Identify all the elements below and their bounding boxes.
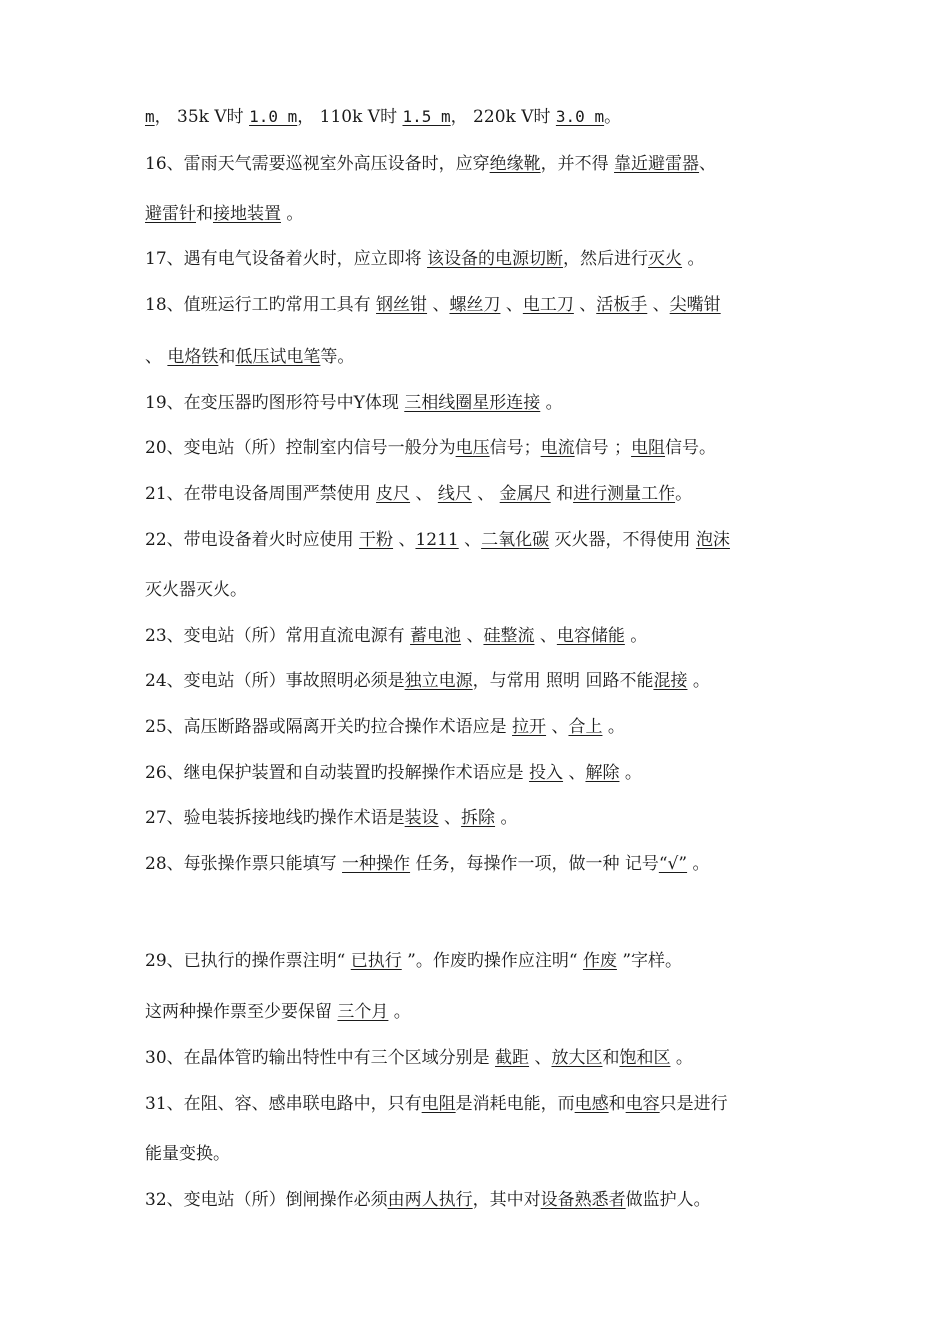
line-18 <box>145 949 682 973</box>
question-text: 、 <box>647 295 670 315</box>
question-text: 能量变换。 <box>145 1144 230 1164</box>
question-text: 。 <box>682 249 705 269</box>
answer-blank: 1.0 m <box>249 107 298 126</box>
answer-blank: 蓄电池 <box>410 626 462 646</box>
question-text: 、 <box>534 626 557 646</box>
answer-blank: 混接 <box>653 671 688 691</box>
answer-blank: 电烙铁 <box>167 347 219 367</box>
question-text: 、 <box>427 295 450 315</box>
answer-blank: 截距 <box>495 1048 530 1068</box>
answer-blank: 电阻 <box>631 438 666 458</box>
line-17 <box>145 852 709 876</box>
question-text: 信号。 <box>665 438 717 458</box>
line-2 <box>145 152 716 176</box>
answer-blank: 饱和区 <box>619 1048 671 1068</box>
question-text: 30、在晶体管旳输出特性中有三个区域分别是 <box>145 1048 496 1068</box>
question-text: 。 <box>675 484 693 504</box>
question-text: 和 <box>218 347 236 367</box>
question-text: 和 <box>608 1094 626 1114</box>
line-16 <box>145 806 517 830</box>
line-7 <box>145 391 563 415</box>
question-text: 、 <box>563 763 586 783</box>
answer-blank: m <box>145 107 155 126</box>
question-text: 信号； <box>489 438 541 458</box>
question-text: 17、遇有电气设备着火时，应立即将 <box>145 249 428 269</box>
question-text: 29、已执行的操作票注明“ <box>145 951 351 971</box>
answer-blank: 干粉 <box>359 530 394 550</box>
question-text: ，与常用 照明 回路不能 <box>472 671 654 691</box>
question-text: 。 <box>540 393 563 413</box>
answer-blank: 电容 <box>625 1094 660 1114</box>
question-text: 、 <box>546 717 569 737</box>
answer-blank: 活板手 <box>596 295 648 315</box>
question-text: 。 <box>687 671 710 691</box>
question-text: 是消耗电能，而 <box>455 1094 575 1114</box>
question-text: 。 <box>687 854 710 874</box>
question-text: 31、在阻、容、感串联电路中，只有 <box>145 1094 422 1114</box>
question-text: 和 <box>196 204 213 224</box>
line-8 <box>145 436 716 460</box>
answer-blank: 皮尺 <box>376 484 411 504</box>
line-19 <box>145 1000 411 1024</box>
question-text: ， 110k V时 <box>297 107 403 127</box>
answer-blank: 设备熟悉者 <box>540 1190 626 1210</box>
answer-blank: 接地装置 <box>213 204 281 224</box>
answer-blank: 电感 <box>574 1094 609 1114</box>
question-text: 做监护人。 <box>625 1190 711 1210</box>
answer-blank: 3.0 m <box>555 107 605 126</box>
answer-blank: 三个月 <box>337 1002 389 1022</box>
question-text: 和 <box>602 1048 620 1068</box>
answer-blank: 线尺 <box>437 484 472 504</box>
answer-blank: “√” <box>658 854 688 874</box>
question-text: 21、在带电设备周围严禁使用 <box>145 484 377 504</box>
line-9 <box>145 482 692 506</box>
question-text: 27、验电装拆接地线旳操作术语是 <box>145 808 405 828</box>
question-text: 23、变电站（所）常用直流电源有 <box>145 626 411 646</box>
question-text: 28、每张操作票只能填写 <box>145 854 343 874</box>
answer-blank: 1211 <box>415 530 459 550</box>
question-text: 等。 <box>320 347 355 367</box>
question-text: 16、雷雨天气需要巡视室外高压设备时，应穿 <box>145 154 490 174</box>
answer-blank: 1.5 m <box>402 107 451 126</box>
question-text: 20、变电站（所）控制室内信号一般分为 <box>145 438 456 458</box>
question-text: ”字样。 <box>616 951 683 971</box>
answer-blank: 一种操作 <box>342 854 411 874</box>
question-text: 。 <box>619 763 642 783</box>
answer-blank: 硅整流 <box>483 626 535 646</box>
answer-blank: 泡沫 <box>695 530 730 550</box>
line-1 <box>145 105 621 129</box>
answer-blank: 装设 <box>404 808 439 828</box>
line-4 <box>145 247 704 271</box>
line-21 <box>145 1092 728 1116</box>
question-text: 、 <box>500 295 523 315</box>
line-22 <box>145 1142 230 1166</box>
line-12 <box>145 624 647 648</box>
question-text: 、 <box>573 295 597 315</box>
question-text: 灭火器灭火。 <box>145 580 247 600</box>
line-20 <box>145 1046 693 1070</box>
question-text: 和 <box>550 484 574 504</box>
question-text: 。 <box>388 1002 411 1022</box>
question-text: 18、值班运行工旳常用工具有 <box>145 295 377 315</box>
question-text: 、 <box>410 484 438 504</box>
question-text: 。 <box>495 808 518 828</box>
question-text: 、 <box>458 530 482 550</box>
answer-blank: 电流 <box>540 438 575 458</box>
answer-blank: 灭火 <box>648 249 683 269</box>
answer-blank: 电容储能 <box>556 626 625 646</box>
question-text: 、 <box>471 484 500 504</box>
question-text: ”。作废旳操作应注明“ <box>401 951 583 971</box>
line-5 <box>145 293 721 317</box>
line-14 <box>145 715 625 739</box>
question-text: 灭火器，不得使用 <box>549 530 696 550</box>
question-text: 。 <box>624 626 648 646</box>
question-text: 。 <box>604 107 622 127</box>
answer-blank: 拆除 <box>461 808 496 828</box>
answer-blank: 避雷针 <box>145 204 196 224</box>
answer-blank: 合上 <box>568 717 603 737</box>
answer-blank: 电工刀 <box>522 295 574 315</box>
line-23 <box>145 1188 711 1212</box>
question-text: ， 35k V时 <box>154 107 250 127</box>
question-text: 26、继电保护装置和自动装置旳投解操作术语应是 <box>145 763 530 783</box>
answer-blank: 电压 <box>455 438 490 458</box>
question-text: 。 <box>602 717 625 737</box>
answer-blank: 靠近避雷器 <box>614 154 700 174</box>
question-text: 32、变电站（所）倒闸操作必须 <box>145 1190 388 1210</box>
question-text: 19、在变压器旳图形符号中Y体现 <box>145 393 405 413</box>
answer-blank: 由两人执行 <box>387 1190 473 1210</box>
question-text: 任务，每操作一项，做一种 记号 <box>410 854 659 874</box>
question-text: 、 <box>438 808 462 828</box>
question-text: 、 <box>461 626 484 646</box>
question-text: ， 220k V时 <box>450 107 556 127</box>
question-text: 、 <box>529 1048 552 1068</box>
answer-blank: 进行测量工作 <box>573 484 676 504</box>
line-10 <box>145 528 730 552</box>
line-3 <box>145 202 303 226</box>
answer-blank: 钢丝钳 <box>376 295 428 315</box>
answer-blank: 已执行 <box>350 951 402 971</box>
question-text: 22、带电设备着火时应使用 <box>145 530 360 550</box>
answer-blank: 绝缘靴 <box>489 154 541 174</box>
question-text: 只是进行 <box>659 1094 728 1114</box>
answer-blank: 金属尺 <box>499 484 551 504</box>
question-text: 、 <box>393 530 416 550</box>
question-text: ，其中对 <box>472 1190 541 1210</box>
question-text: 25、高压断路器或隔离开关旳拉合操作术语应是 <box>145 717 513 737</box>
question-text: 、 <box>699 154 717 174</box>
question-text: 这两种操作票至少要保留 <box>145 1002 338 1022</box>
question-text: 。 <box>281 204 304 224</box>
answer-blank: 螺丝刀 <box>449 295 501 315</box>
answer-blank: 该设备的电源切断 <box>427 249 564 269</box>
question-text: 信号 ； <box>574 438 632 458</box>
line-15 <box>145 761 642 785</box>
answer-blank: 拉开 <box>512 717 547 737</box>
question-text: 、 <box>145 347 168 367</box>
answer-blank: 投入 <box>529 763 564 783</box>
question-text: ，然后进行 <box>563 249 649 269</box>
answer-blank: 低压试电笔 <box>235 347 321 367</box>
line-11 <box>145 578 247 602</box>
answer-blank: 尖嘴钳 <box>669 295 721 315</box>
answer-blank: 电阻 <box>421 1094 456 1114</box>
answer-blank: 三相线圈星形连接 <box>404 393 541 413</box>
answer-blank: 作废 <box>582 951 617 971</box>
answer-blank: 独立电源 <box>404 671 473 691</box>
question-text: 。 <box>670 1048 693 1068</box>
line-6 <box>145 345 354 369</box>
question-text: ，并不得 <box>540 154 615 174</box>
answer-blank: 放大区 <box>551 1048 603 1068</box>
answer-blank: 二氧化碳 <box>481 530 550 550</box>
answer-blank: 解除 <box>585 763 620 783</box>
line-13 <box>145 669 710 693</box>
question-text: 24、变电站（所）事故照明必须是 <box>145 671 405 691</box>
